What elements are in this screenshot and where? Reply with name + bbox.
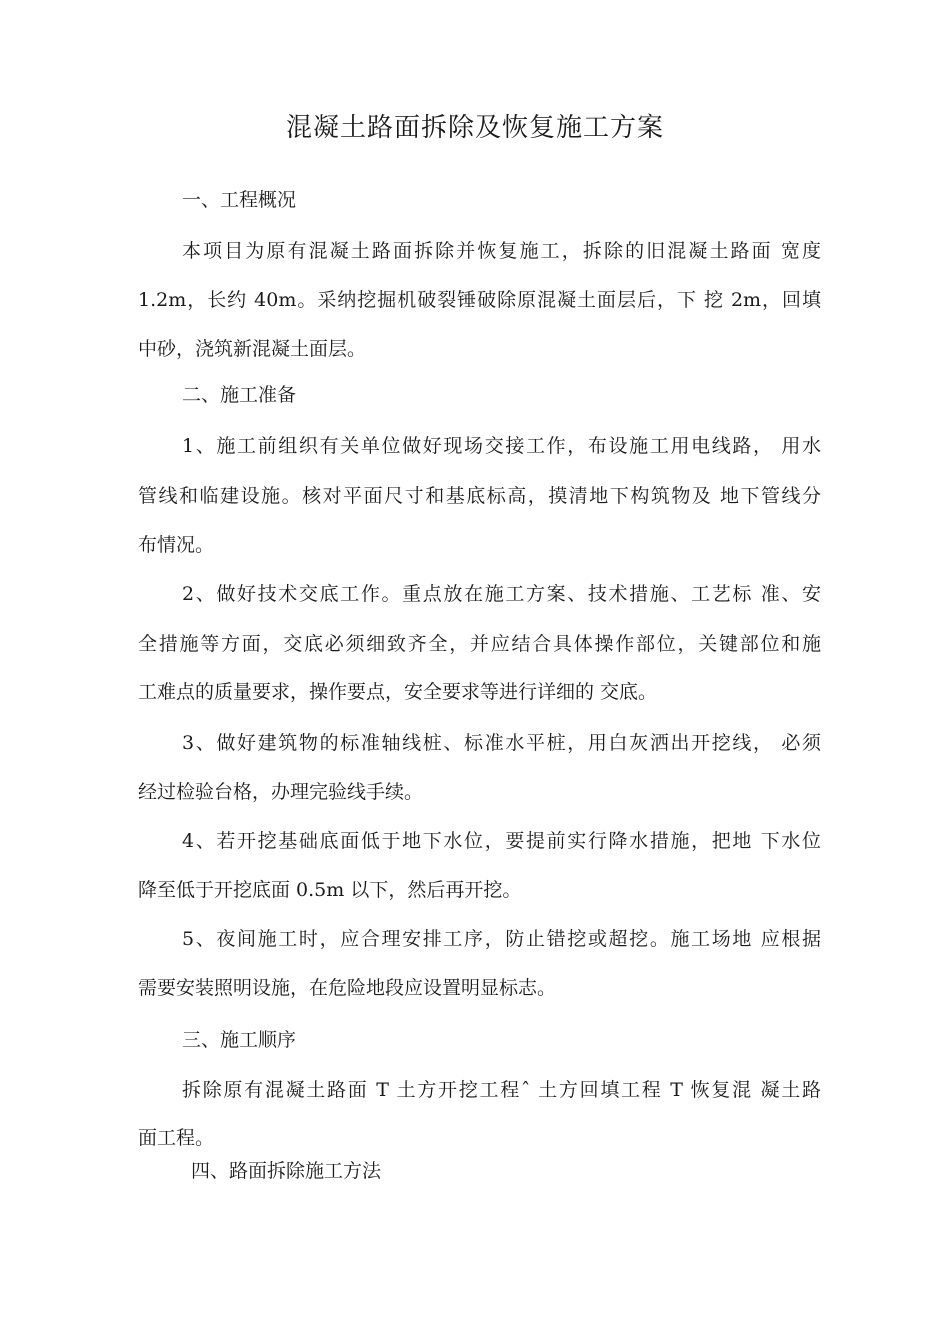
- prep-item-3-line-1: 3、做好建筑物的标准轴线桩、标准水平桩，用白灰洒出开挖线， 必须: [182, 732, 821, 754]
- section-heading-preparation: 二、施工准备: [182, 384, 297, 406]
- sequence-line-2: 面工程。: [138, 1127, 215, 1149]
- prep-item-5-line-1: 5、夜间施工时，应合理安排工序，防止错挖或超挖。施工场地 应根据: [182, 928, 821, 950]
- prep-item-1-line-3: 布情况。: [138, 534, 215, 556]
- section-heading-overview: 一、工程概况: [182, 189, 297, 211]
- prep-item-2-line-2: 全措施等方面，交底必须细致齐全，并应结合具体操作部位，关键部位和施: [138, 633, 821, 655]
- prep-item-1-line-2: 管线和临建设施。核对平面尺寸和基底标高，摸清地下构筑物及 地下管线分: [138, 485, 821, 507]
- overview-line-3: 中砂，浇筑新混凝土面层。: [138, 338, 367, 360]
- prep-item-4-line-1: 4、若开挖基础底面低于地下水位，要提前实行降水措施，把地 下水位: [182, 830, 821, 852]
- overview-line-2: 1.2m，长约 40m。采纳挖掘机破裂锤破除原混凝土面层后，下 挖 2m，回填: [138, 289, 821, 311]
- sequence-line-1: 拆除原有混凝土路面 T 土方开挖工程ˆ 土方回填工程 T 恢复混 凝土路: [182, 1079, 821, 1101]
- prep-item-1-line-1: 1、施工前组织有关单位做好现场交接工作，布设施工用电线路， 用水: [182, 435, 821, 457]
- document-title: 混凝土路面拆除及恢复施工方案: [285, 113, 664, 143]
- overview-line-1: 本项目为原有混凝土路面拆除并恢复施工，拆除的旧混凝土路面 宽度: [182, 240, 821, 262]
- prep-item-5-line-2: 需要安装照明设施，在危险地段应设置明显标志。: [138, 977, 557, 999]
- prep-item-3-line-2: 经过检验台格，办理完验线手续。: [138, 781, 424, 803]
- section-heading-sequence: 三、施工顺序: [182, 1029, 297, 1051]
- section-heading-demolition-method: 四、路面拆除施工方法: [191, 1160, 382, 1182]
- prep-item-2-line-1: 2、做好技术交底工作。重点放在施工方案、技术措施、工艺标 准、安: [182, 583, 821, 605]
- prep-item-2-line-3: 工难点的质量要求，操作要点，安全要求等进行详细的 交底。: [138, 681, 658, 703]
- prep-item-4-line-2: 降至低于开挖底面 0.5m 以下，然后再开挖。: [138, 879, 522, 901]
